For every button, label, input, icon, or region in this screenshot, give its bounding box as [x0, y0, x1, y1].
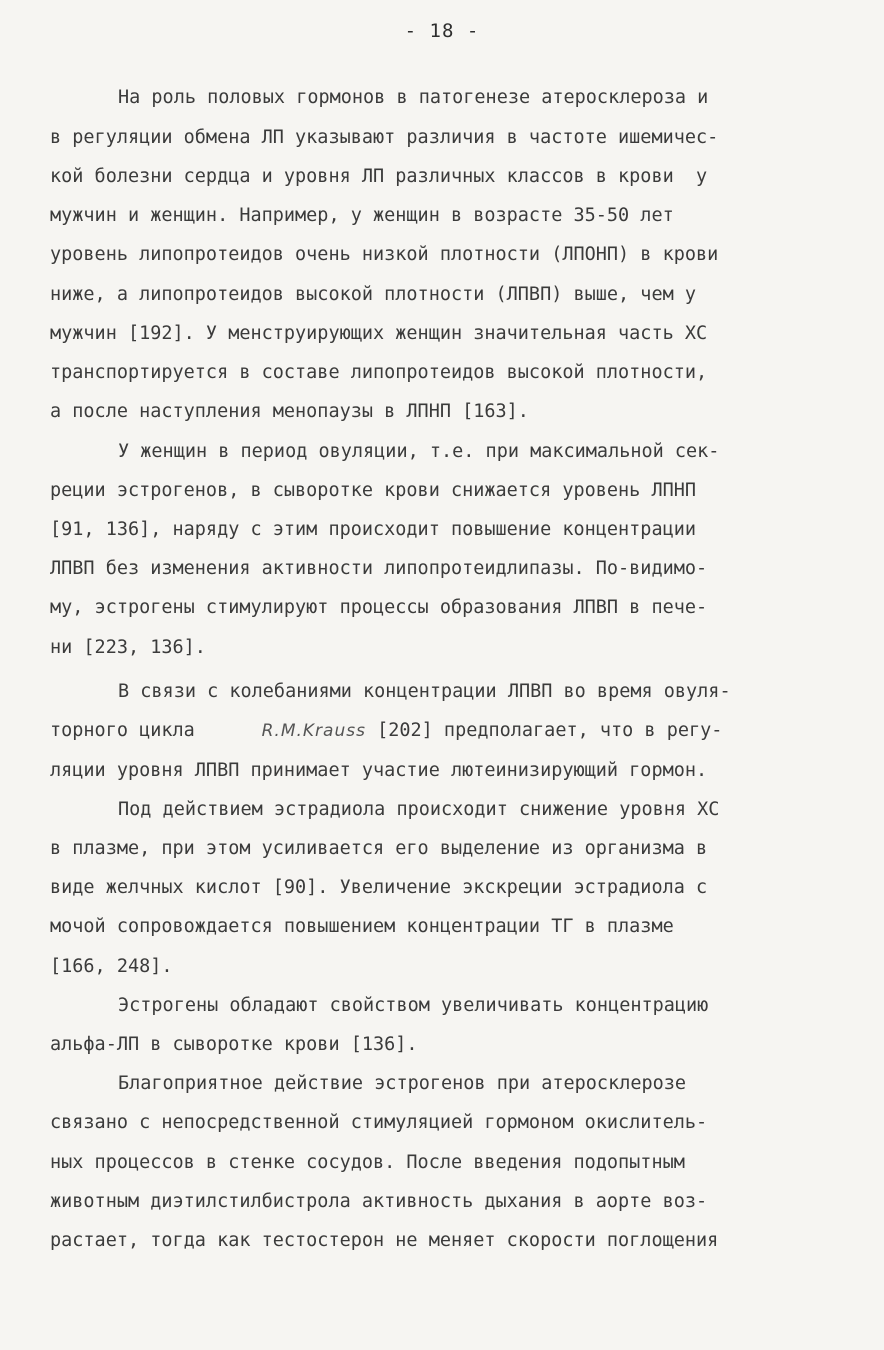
text-line: мужчин и женщин. Например, у женщин в возрасте 35-50 лет: [50, 205, 674, 226]
text-segment: торного цикла: [50, 720, 262, 741]
text-line: Под действием эстрадиола происходит снижение уровня ХС: [118, 799, 720, 820]
text-line: Благоприятное действие эстрогенов при атеросклерозе: [118, 1073, 687, 1094]
text-line: му, эстрогены стимулируют процессы образования ЛПВП в пече-: [50, 597, 708, 618]
text-line: На роль половых гормонов в патогенезе атеросклероза и: [118, 87, 709, 108]
text-line: реции эстрогенов, в сыворотке крови снижается уровень ЛПНП: [50, 480, 697, 501]
text-line: ЛПВП без изменения активности липопротеидлипазы. По-видимо-: [50, 558, 708, 579]
page-number: - 18 -: [404, 20, 480, 42]
text-line: транспортируется в составе липопротеидов высокой плотности,: [50, 362, 708, 383]
text-line: ных процессов в стенке сосудов. После введения подопытным: [50, 1152, 685, 1173]
text-line: ляции уровня ЛПВП принимает участие лютеинизирующий гормон.: [50, 760, 708, 781]
text-line: ниже, а липопротеидов высокой плотности (ЛПВП) выше, чем у: [50, 284, 697, 305]
text-line: мочой сопровождается повышением концентрации ТГ в плазме: [50, 916, 674, 937]
text-line: ни [223, 136].: [50, 637, 206, 658]
text-line-with-handwriting: [50, 719, 722, 743]
text-line: животным диэтилстилбистрола активность дыхания в аорте воз-: [50, 1191, 708, 1212]
text-line: мужчин [192]. У менструирующих женщин значительная часть ХС: [50, 323, 708, 344]
text-segment: [202] предполагает, что в регу-: [365, 720, 723, 741]
text-line: связано с непосредственной стимуляцией гормоном окислитель-: [50, 1112, 708, 1133]
text-line: в регуляции обмена ЛП указывают различия в частоте ишемичес-: [50, 127, 719, 148]
text-line: растает, тогда как тестостерон не меняет скорости поглощения: [50, 1230, 719, 1251]
text-line: кой болезни сердца и уровня ЛП различных классов в крови у: [50, 166, 708, 187]
text-line: альфа-ЛП в сыворотке крови [136].: [50, 1034, 418, 1055]
text-line: а после наступления менопаузы в ЛПНП [163].: [50, 401, 529, 422]
handwritten-author-name: R.M.Krauss: [261, 721, 366, 741]
text-line: [91, 136], наряду с этим происходит повышение концентрации: [50, 519, 697, 540]
text-line: уровень липопротеидов очень низкой плотности (ЛПОНП) в крови: [50, 244, 719, 265]
text-line: Эстрогены обладают свойством увеличивать концентрацию: [118, 995, 709, 1016]
text-line: в плазме, при этом усиливается его выделение из организма в: [50, 838, 708, 859]
text-line: виде желчных кислот [90]. Увеличение экскреции эстрадиола с: [50, 877, 708, 898]
text-line: [166, 248].: [50, 956, 173, 977]
text-line: У женщин в период овуляции, т.е. при максимальной сек-: [118, 441, 720, 462]
text-line: В связи с колебаниями концентрации ЛПВП во время овуля-: [118, 681, 731, 702]
